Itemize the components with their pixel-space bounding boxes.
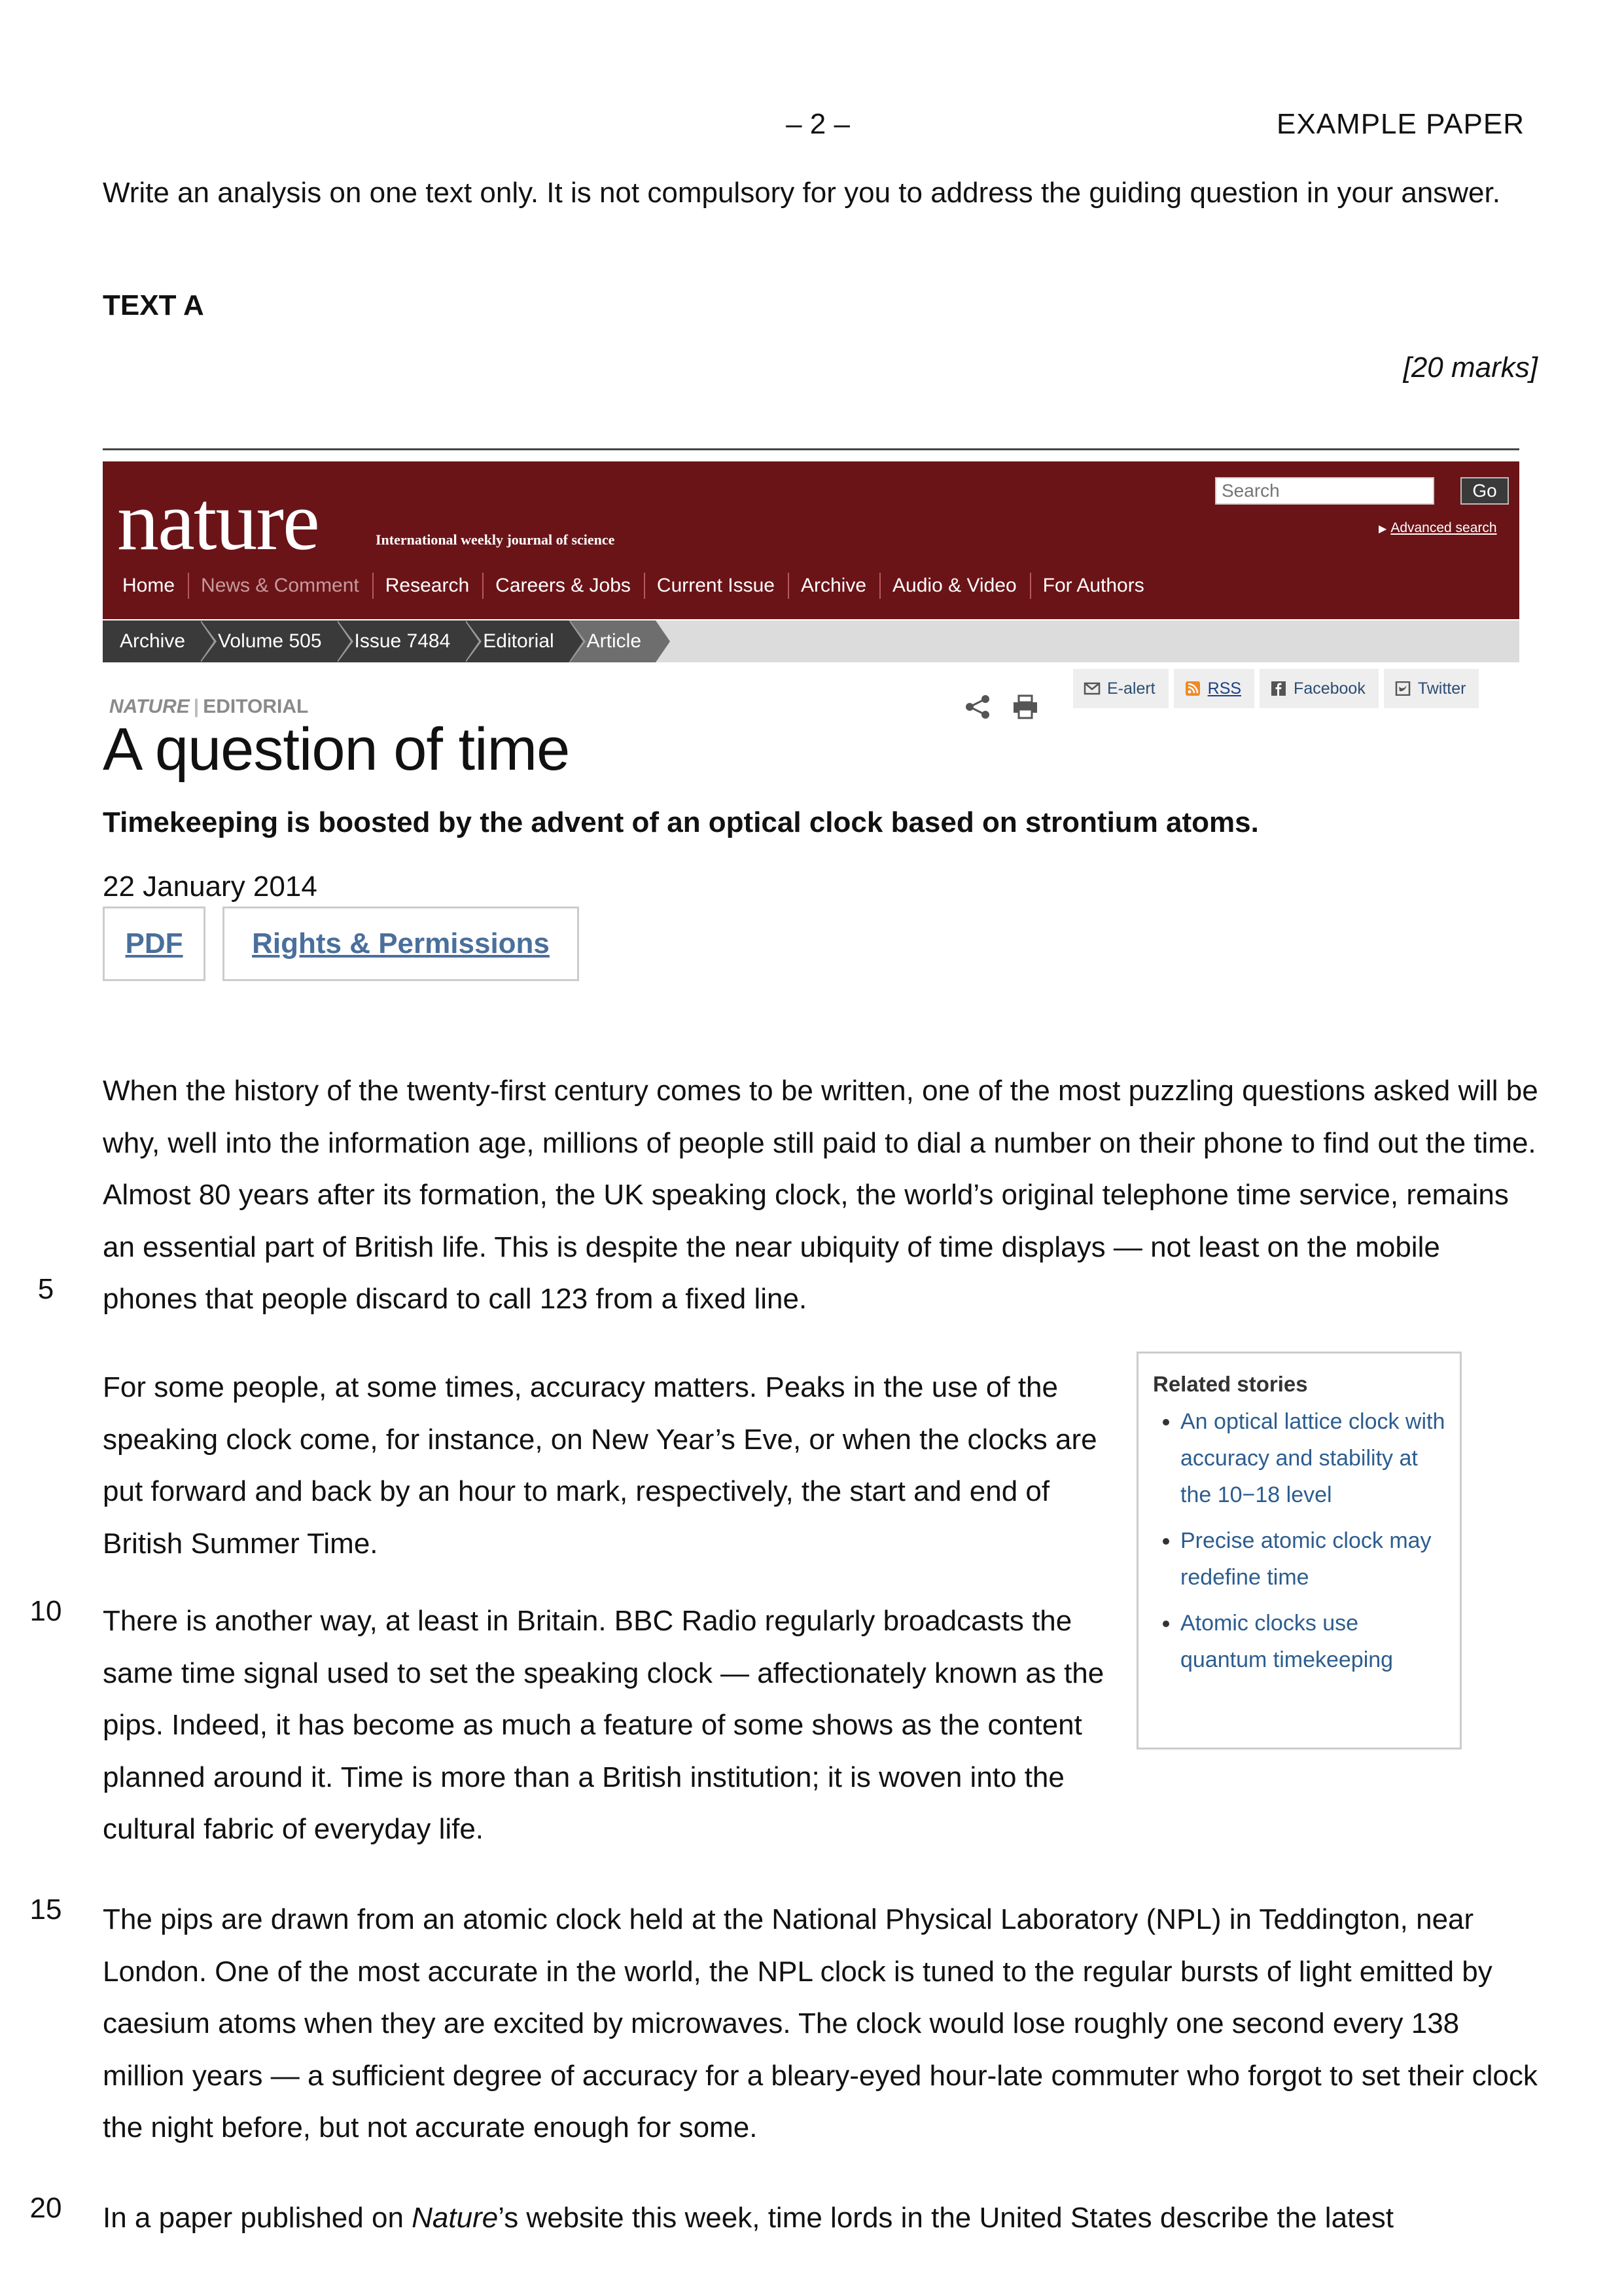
rss-icon <box>1184 681 1201 696</box>
nav-item-home[interactable]: Home <box>111 573 189 599</box>
e-alert-button[interactable] <box>1073 669 1169 708</box>
triangle-right-icon: ▶ <box>1379 524 1387 535</box>
divider-rule <box>103 448 1519 450</box>
nav-item-audio-video[interactable]: Audio & Video <box>881 573 1031 599</box>
search-input[interactable] <box>1215 477 1434 505</box>
article-title: A question of time <box>103 716 570 783</box>
pdf-link[interactable]: PDF <box>103 906 205 981</box>
instruction-text: Write an analysis on one text only. It is not compulsory for you to address the guiding question in your answer. <box>103 177 1500 209</box>
section-journal: NATURE <box>109 696 190 717</box>
breadcrumb-archive[interactable]: Archive <box>103 620 200 662</box>
article-standfirst: Timekeeping is boosted by the advent of an optical clock based on strontium atoms. <box>103 806 1259 838</box>
social-bar <box>1073 669 1479 708</box>
article-paragraph <box>103 2192 1542 2244</box>
twitter-button[interactable] <box>1384 669 1479 708</box>
advanced-search-link[interactable] <box>1379 520 1497 536</box>
nav-item-current-issue[interactable]: Current Issue <box>645 573 789 599</box>
related-stories-box <box>1137 1352 1462 1749</box>
facebook-icon <box>1270 681 1287 696</box>
related-story-link[interactable]: • Precise atomic clock may redefine time <box>1180 1522 1445 1596</box>
nav-item-research[interactable]: Research <box>374 573 484 599</box>
breadcrumb <box>103 620 1519 662</box>
last-paragraph-end: ’s website this week, time lords in the United States describe the latest <box>498 2202 1394 2234</box>
go-button[interactable]: Go <box>1460 477 1509 505</box>
site-tagline: International weekly journal of science <box>376 531 615 548</box>
nav-item-for-authors[interactable]: For Authors <box>1042 575 1144 596</box>
paper-label: EXAMPLE PAPER <box>1277 108 1525 140</box>
twitter-icon <box>1394 681 1411 696</box>
twitter-label: Twitter <box>1417 679 1466 698</box>
print-icon[interactable] <box>1011 694 1040 720</box>
related-stories-list <box>1153 1403 1445 1678</box>
mail-icon <box>1084 681 1101 696</box>
rights-permissions-link[interactable]: Rights & Permissions <box>222 906 579 981</box>
nature-logo[interactable]: nature <box>117 475 319 567</box>
nav-item-archive[interactable]: Archive <box>789 573 881 599</box>
breadcrumb-article[interactable]: Article <box>569 620 656 662</box>
related-story-link[interactable]: • An optical lattice clock with accuracy and stability at the 10−18 level <box>1180 1403 1445 1513</box>
related-stories-heading: Related stories <box>1153 1372 1308 1396</box>
breadcrumb-issue[interactable]: Issue 7484 <box>336 620 465 662</box>
facebook-label: Facebook <box>1294 679 1366 698</box>
nav-item-news-comment[interactable]: News & Comment <box>189 573 374 599</box>
article-paragraph: For some people, at some times, accuracy matters. Peaks in the use of the speaking clock come, for instance, on New Year’s Eve, or when the clocks are put forward and back by an hour to mark, respectively, the start and end of British Summer Time. <box>103 1371 1097 1560</box>
section-type: EDITORIAL <box>203 696 309 717</box>
facebook-button[interactable] <box>1260 669 1379 708</box>
line-number: 20 <box>29 2192 62 2224</box>
line-number: 5 <box>37 1273 54 1305</box>
publication-date: 22 January 2014 <box>103 870 317 903</box>
page-number: – 2 – <box>786 108 850 140</box>
article-paragraph: The pips are drawn from an atomic clock held at the National Physical Laboratory (NPL) in Teddington, near London. One of the most accurate in the world, the NPL clock is tuned to the regular bursts of light emitted by caesium atoms when they are excited by microwaves. The clock would lose roughly one second every 138 million years — a sufficient degree of accuracy for a bleary-eyed hour-late commuter who forgot to set their clock the night before, but not accurate enough for some. <box>103 1903 1538 2144</box>
journal-name: Nature <box>412 2202 499 2234</box>
line-number: 15 <box>29 1893 62 1926</box>
breadcrumb-volume[interactable]: Volume 505 <box>200 620 336 662</box>
site-header <box>103 461 1519 619</box>
nav-item-careers-jobs[interactable]: Careers & Jobs <box>484 573 645 599</box>
last-paragraph-start: In a paper published on <box>103 2202 412 2234</box>
e-alert-label: E-alert <box>1107 679 1156 698</box>
section-label <box>109 696 308 718</box>
article-paragraph: There is another way, at least in Britain. BBC Radio regularly broadcasts the same time signal used to set the speaking clock — affectionately known as the pips. Indeed, it has become as much a feature of some shows as the content planned around it. Time is more than a British institution; it is woven into the cultural fabric of everyday life. <box>103 1605 1104 1845</box>
share-icon[interactable] <box>963 694 992 720</box>
advanced-search-label: Advanced search <box>1390 520 1497 535</box>
text-label: TEXT A <box>103 289 204 321</box>
rss-label: RSS <box>1207 679 1242 698</box>
related-story-link[interactable]: • Atomic clocks use quantum timekeeping <box>1180 1605 1445 1678</box>
article-paragraph: When the history of the twenty-first century comes to be written, one of the most puzzling questions asked will be why, well into the information age, millions of people still paid to dial a number on their phone to find out the time. Almost 80 years after its formation, the UK speaking clock, the world’s original telephone time service, remains an essential part of British life. This is despite the near ubiquity of time displays — not least on the mobile phones that people discard to call 123 from a fixed line. <box>103 1075 1538 1315</box>
line-number: 10 <box>29 1595 62 1627</box>
rss-button[interactable] <box>1174 669 1254 708</box>
marks-label: [20 marks] <box>1403 351 1538 384</box>
section-separator: | <box>193 696 200 717</box>
breadcrumb-editorial[interactable]: Editorial <box>465 620 568 662</box>
main-nav <box>111 569 1157 602</box>
